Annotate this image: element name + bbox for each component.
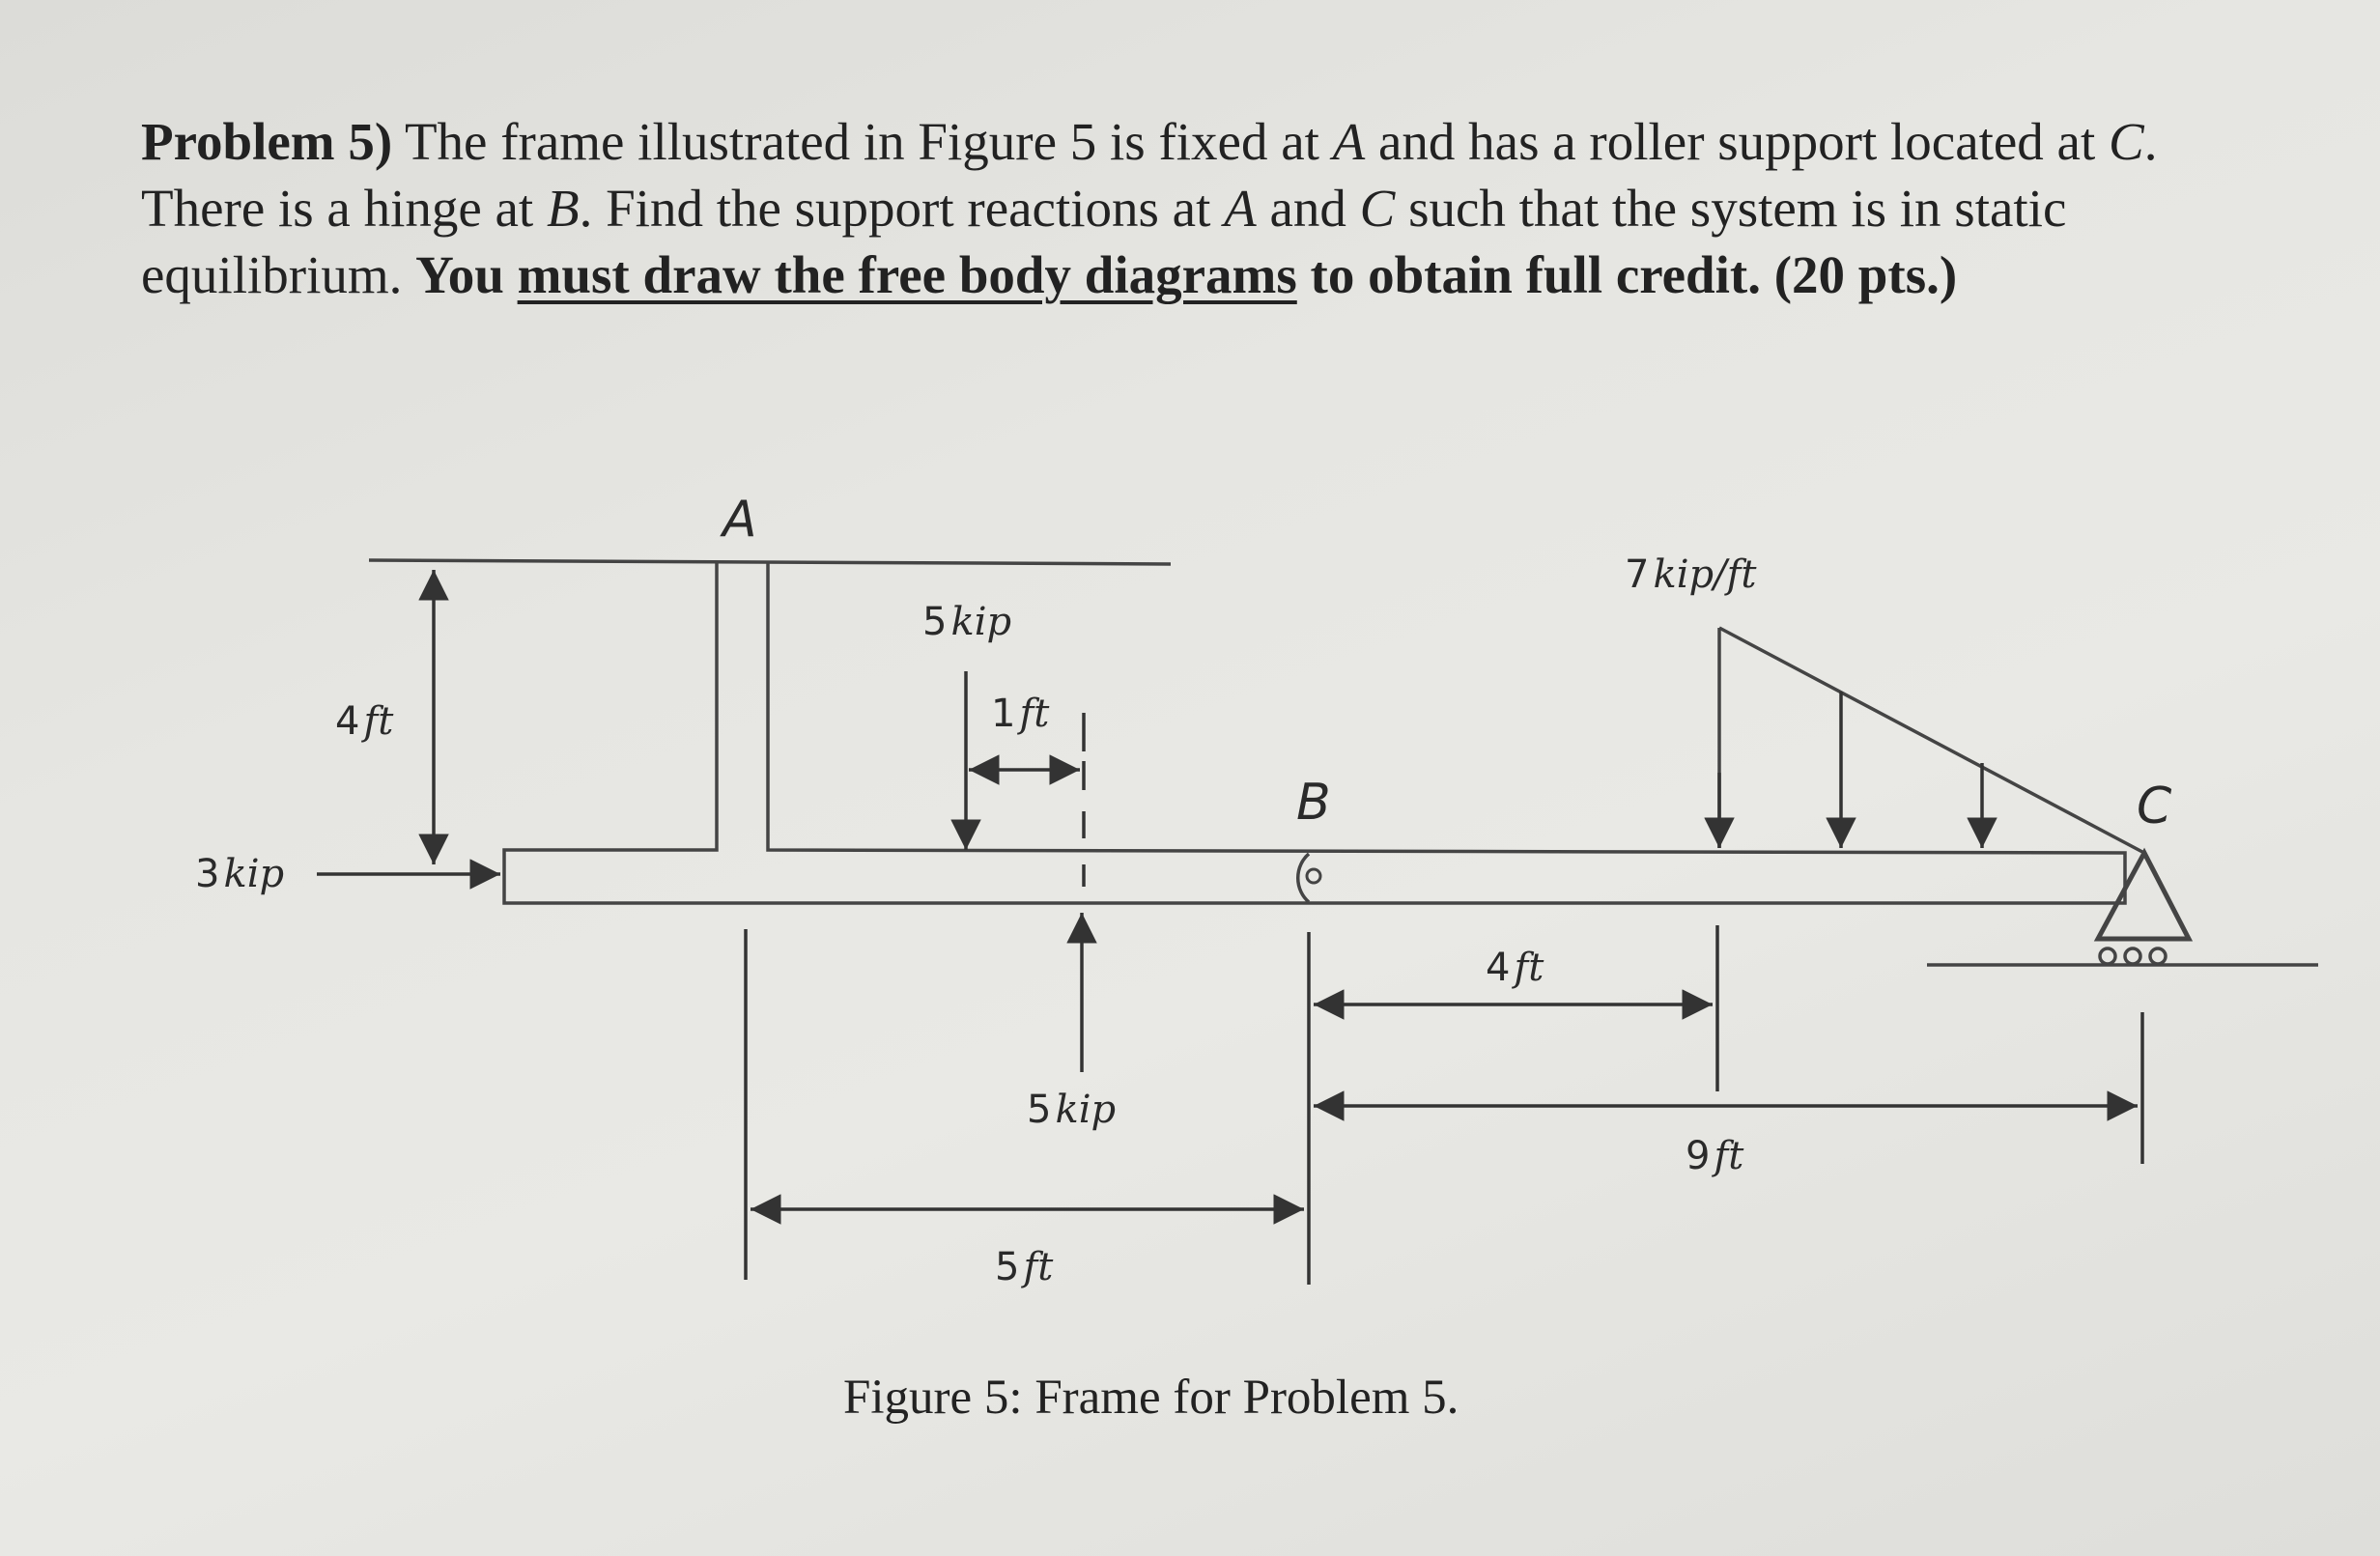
problem-point-c-2: C: [1359, 179, 1396, 238]
problem-underlined: must draw the free body diagrams: [517, 245, 1297, 304]
problem-text-5: and: [1256, 179, 1360, 238]
problem-label: Problem 5): [141, 112, 393, 171]
spacing-dimension-label: 1 ft: [991, 692, 1050, 736]
down-load-label: 5 kip: [922, 600, 1012, 644]
fixed-support-line: [369, 560, 1171, 564]
b-to-load-label: 4 ft: [1486, 946, 1544, 990]
b-to-c-label: 9 ft: [1686, 1134, 1744, 1178]
problem-text-6: such that the system is in static equilibrium.: [141, 179, 2067, 304]
a-to-b-label: 5 ft: [995, 1245, 1054, 1289]
distributed-load-outline: [1719, 628, 2142, 852]
roller-wheel: [2100, 948, 2115, 964]
horizontal-load-label: 3 kip: [195, 852, 285, 896]
frame-outline: [504, 563, 2125, 903]
problem-point-c: C: [2109, 112, 2144, 171]
height-dimension-label: 4 ft: [335, 699, 394, 744]
problem-text-1: The frame illustrated in Figure 5 is fixed at: [392, 112, 1333, 171]
problem-text-4: . Find the support reactions at: [579, 179, 1225, 238]
distributed-load-label: 7 kip/ft: [1625, 552, 1757, 597]
problem-point-a: A: [1332, 112, 1366, 171]
problem-point-a-2: A: [1224, 179, 1257, 238]
problem-bold-2: to obtain full credit. (20 pts.): [1296, 245, 1958, 304]
problem-text-2: and has a roller support located at: [1365, 112, 2109, 171]
roller-triangle: [2098, 853, 2189, 939]
figure-caption: Figure 5: Frame for Problem 5.: [843, 1371, 1459, 1425]
hinge-pin: [1307, 869, 1320, 883]
roller-wheel: [2125, 948, 2140, 964]
problem-point-b: B: [546, 179, 580, 238]
problem-text-3: . There is a hinge at: [141, 112, 2158, 238]
point-a-label: A: [722, 491, 757, 549]
problem-bold-1: You: [415, 245, 518, 304]
roller-wheel: [2150, 948, 2166, 964]
point-b-label: B: [1296, 774, 1331, 832]
point-c-label: C: [2137, 778, 2172, 835]
up-load-label: 5 kip: [1027, 1088, 1117, 1132]
